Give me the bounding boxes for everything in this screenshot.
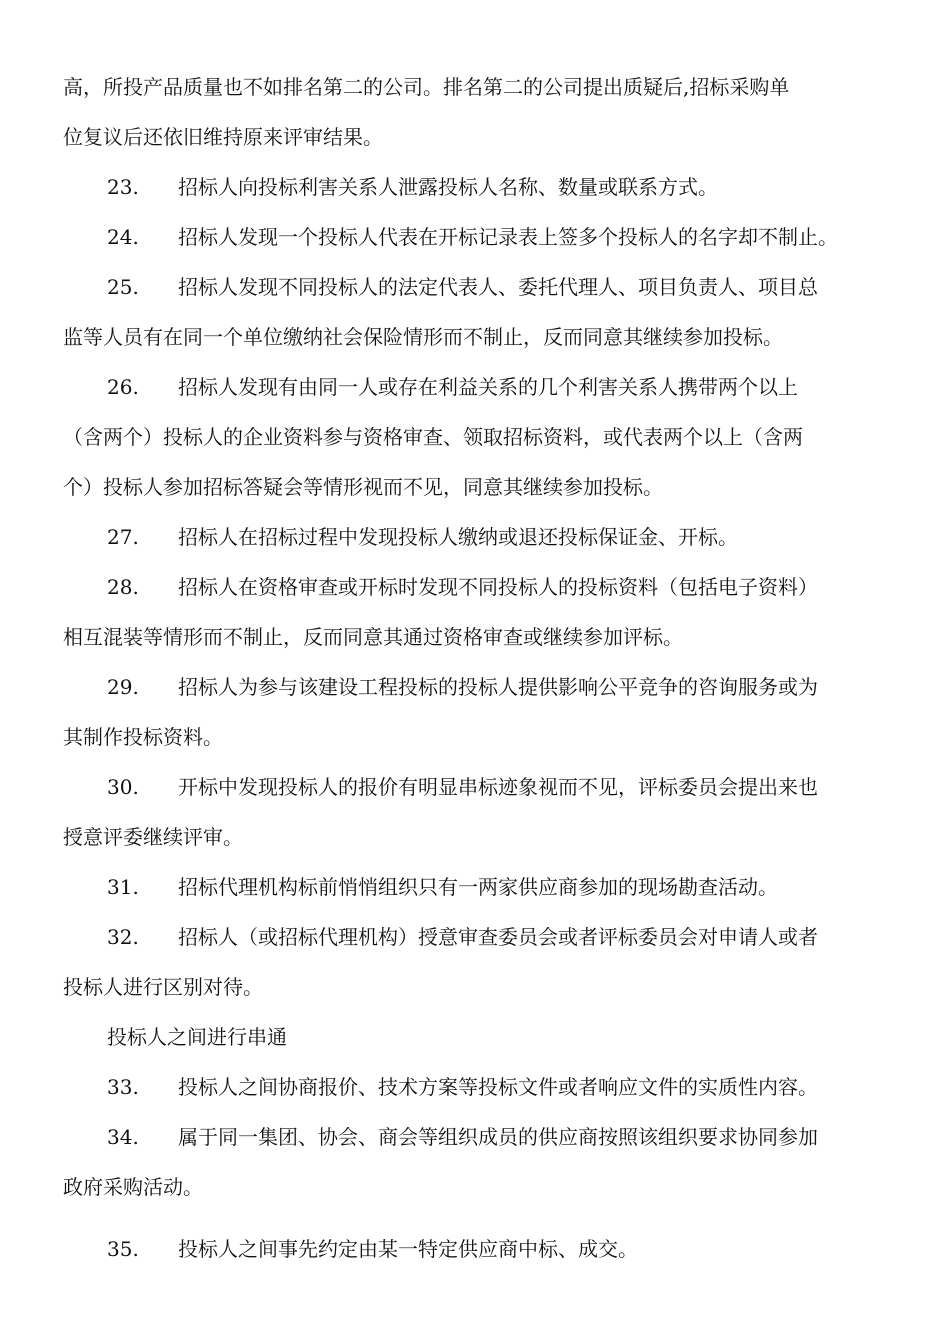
item-number: 24.: [107, 225, 139, 249]
item-number: 34.: [107, 1125, 139, 1149]
paragraph-line: 位复议后还依旧维持原来评审结果。: [63, 125, 383, 149]
item-text-continuation: （含两个）投标人的企业资料参与资格审查、领取招标资料，或代表两个以上（含两: [63, 425, 803, 449]
item-text: 招标人发现有由同一人或存在利益关系的几个利害关系人携带两个以上: [178, 375, 798, 399]
item-text: 招标人向投标利害关系人泄露投标人名称、数量或联系方式。: [178, 175, 718, 199]
item-number: 32.: [107, 925, 139, 949]
item-number: 27.: [107, 525, 139, 549]
item-number: 26.: [107, 375, 139, 399]
item-number: 25.: [107, 275, 139, 299]
item-text: 开标中发现投标人的报价有明显串标迹象视而不见，评标委员会提出来也: [178, 775, 818, 799]
item-text: 投标人之间协商报价、技术方案等投标文件或者响应文件的实质性内容。: [178, 1075, 818, 1099]
section-heading: 投标人之间进行串通: [107, 1025, 287, 1049]
item-text: 招标人发现一个投标人代表在开标记录表上签多个投标人的名字却不制止。: [178, 225, 838, 249]
item-text-continuation: 相互混装等情形而不制止，反而同意其通过资格审查或继续参加评标。: [63, 625, 683, 649]
item-text-continuation: 授意评委继续评审。: [63, 825, 243, 849]
item-text-continuation: 监等人员有在同一个单位缴纳社会保险情形而不制止，反而同意其继续参加投标。: [63, 325, 783, 349]
item-text-continuation: 投标人进行区别对待。: [63, 975, 263, 999]
item-text: 招标人在资格审查或开标时发现不同投标人的投标资料（包括电子资料）: [178, 575, 818, 599]
item-number: 30.: [107, 775, 139, 799]
item-text-continuation: 个）投标人参加招标答疑会等情形视而不见，同意其继续参加投标。: [63, 475, 663, 499]
item-text: 招标代理机构标前悄悄组织只有一两家供应商参加的现场勘查活动。: [178, 875, 778, 899]
item-text: 招标人为参与该建设工程投标的投标人提供影响公平竞争的咨询服务或为: [178, 675, 818, 699]
paragraph-line: 高，所投产品质量也不如排名第二的公司。排名第二的公司提出质疑后,招标采购单: [63, 75, 790, 99]
item-text: 招标人在招标过程中发现投标人缴纳或退还投标保证金、开标。: [178, 525, 738, 549]
item-text: 投标人之间事先约定由某一特定供应商中标、成交。: [178, 1237, 638, 1261]
item-text: 招标人（或招标代理机构）授意审查委员会或者评标委员会对申请人或者: [178, 925, 818, 949]
item-number: 28.: [107, 575, 139, 599]
item-text: 属于同一集团、协会、商会等组织成员的供应商按照该组织要求协同参加: [178, 1125, 818, 1149]
item-number: 33.: [107, 1075, 139, 1099]
item-text-continuation: 其制作投标资料。: [63, 725, 223, 749]
item-text-continuation: 政府采购活动。: [63, 1175, 203, 1199]
item-number: 31.: [107, 875, 139, 899]
item-number: 35.: [107, 1237, 139, 1261]
item-text: 招标人发现不同投标人的法定代表人、委托代理人、项目负责人、项目总: [178, 275, 818, 299]
item-number: 23.: [107, 175, 139, 199]
item-number: 29.: [107, 675, 139, 699]
